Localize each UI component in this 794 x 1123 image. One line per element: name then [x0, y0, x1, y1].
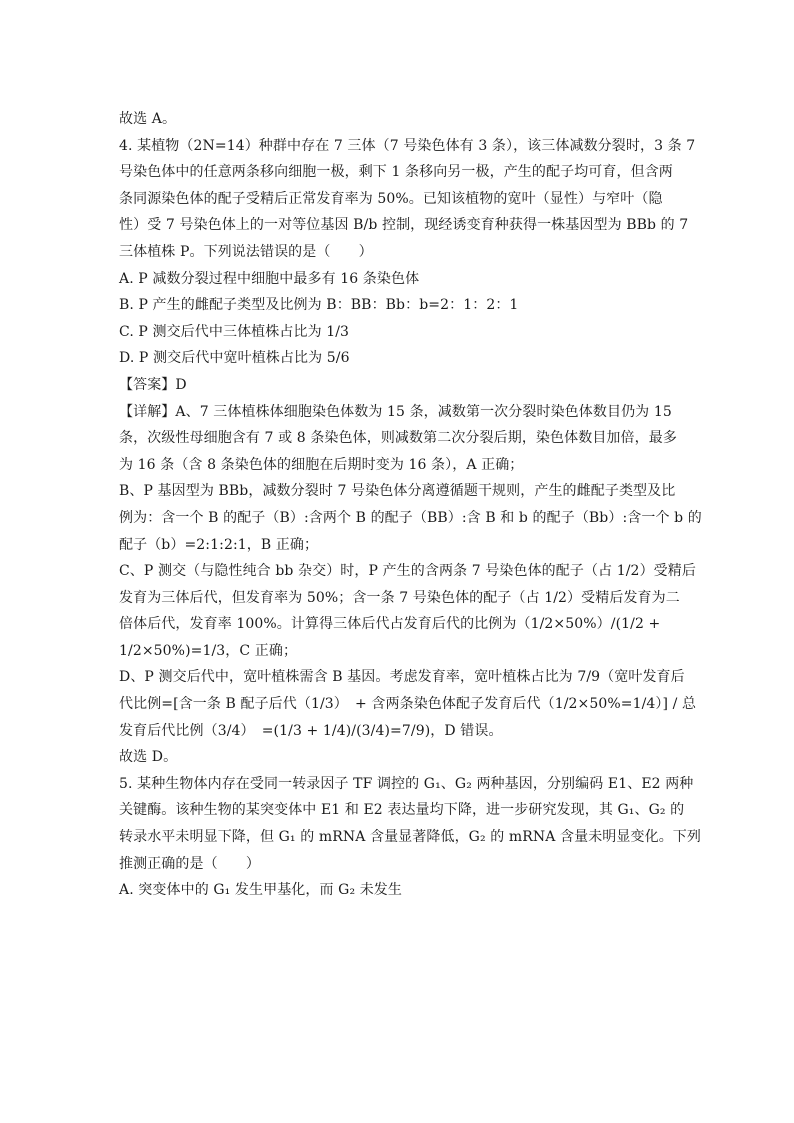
- explanation-line-9: 倍体后代，发育率 100%。计算得三体后代占发育后代的比例为（1/2×50%）/(1/2 +: [119, 616, 661, 633]
- explanation-line-10: 1/2×50%)=1/3，C 正确；: [119, 642, 298, 659]
- question-4-option-d: D. P 测交后代中宽叶植株占比为 5/6: [119, 350, 350, 367]
- explanation-line-7: C、P 测交（与隐性纯合 bb 杂交）时，P 产生的含两条 7 号染色体的配子（占 1/2）受精后: [119, 563, 696, 580]
- text-line-conclusion-q4: 故选 D。: [119, 749, 178, 766]
- question-5-stem-line-3: 转录水平未明显下降，但 G₁ 的 mRNA 含量显著降低，G₂ 的 mRNA 含量未明显变化。下列: [119, 829, 701, 846]
- question-5-stem-line-2: 关键酶。该种生物的某突变体中 E1 和 E2 表达量均下降，进一步研究发现，其 G₁、G₂ 的: [119, 802, 685, 819]
- document-body: [119, 106, 702, 904]
- question-4-stem-line-4: 性）受 7 号染色体上的一对等位基因 B/b 控制，现经诱变育种获得一株基因型为 BBb 的 7: [119, 217, 689, 234]
- question-4-option-a: A. P 减数分裂过程中细胞中最多有 16 条染色体: [119, 270, 420, 287]
- explanation-line-8: 发育为三体后代，但发育率为 50%；含一条 7 号染色体的配子（占 1/2）受精后发育为二: [119, 589, 680, 606]
- question-4-stem-line-1: 4. 某植物（2N=14）种群中存在 7 三体（7 号染色体有 3 条），该三体减数分裂时，3 条 7: [119, 137, 696, 154]
- explanation-line-12: 代比例=[含一条 B 配子后代（1/3） + 含两条染色体配子发育后代（1/2×50%=1/4）] / 总: [119, 696, 697, 713]
- explanation-line-4: B、P 基因型为 BBb，减数分裂时 7 号染色体分离遵循题干规则，产生的雌配子类型及比: [119, 483, 676, 500]
- text-line-conclusion-q3: 故选 A。: [119, 111, 177, 127]
- explanation-line-11: D、P 测交后代中，宽叶植株需含 B 基因。考虑发育率，宽叶植株占比为 7/9（宽叶发育后: [119, 669, 685, 686]
- explanation-line-2: 条，次级性母细胞含有 7 或 8 条染色体，则减数第二次分裂后期，染色体数目加倍，最多: [119, 430, 677, 447]
- explanation-line-1: 【详解】A、7 三体植株体细胞染色体数为 15 条，减数第一次分裂时染色体数目仍为 15: [119, 403, 672, 420]
- question-4-answer: 【答案】D: [119, 376, 187, 393]
- question-4-stem-line-2: 号染色体中的任意两条移向细胞一极，剩下 1 条移向另一极，产生的配子均可育，但含两: [119, 164, 673, 181]
- explanation-line-6: 配子（b）=2:1:2:1，B 正确；: [119, 536, 319, 553]
- explanation-line-5: 例为：含一个 B 的配子（B）:含两个 B 的配子（BB）:含 B 和 b 的配子（Bb）:含一个 b 的: [119, 509, 702, 526]
- question-4-stem-line-3: 条同源染色体的配子受精后正常发育率为 50%。已知该植物的宽叶（显性）与窄叶（隐: [119, 190, 663, 207]
- explanation-line-3: 为 16 条（含 8 条染色体的细胞在后期时变为 16 条），A 正确；: [119, 456, 524, 473]
- question-5-option-a: A. 突变体中的 G₁ 发生甲基化，而 G₂ 未发生: [119, 882, 403, 899]
- question-4-stem-line-5: 三体植株 P。下列说法错误的是（ ）: [119, 243, 373, 260]
- question-5-stem-line-4: 推测正确的是（ ）: [119, 855, 260, 872]
- question-4-option-b: B. P 产生的雌配子类型及比例为 B：BB：Bb：b=2：1：2：1: [119, 297, 519, 314]
- question-5-stem-line-1: 5. 某种生物体内存在受同一转录因子 TF 调控的 G₁、G₂ 两种基因，分别编码 E1、E2 两种: [119, 775, 694, 792]
- question-4-option-c: C. P 测交后代中三体植株占比为 1/3: [119, 323, 350, 340]
- explanation-line-13: 发育后代比例（3/4） =(1/3 + 1/4)/(3/4)=7/9)，D 错误。: [119, 722, 503, 739]
